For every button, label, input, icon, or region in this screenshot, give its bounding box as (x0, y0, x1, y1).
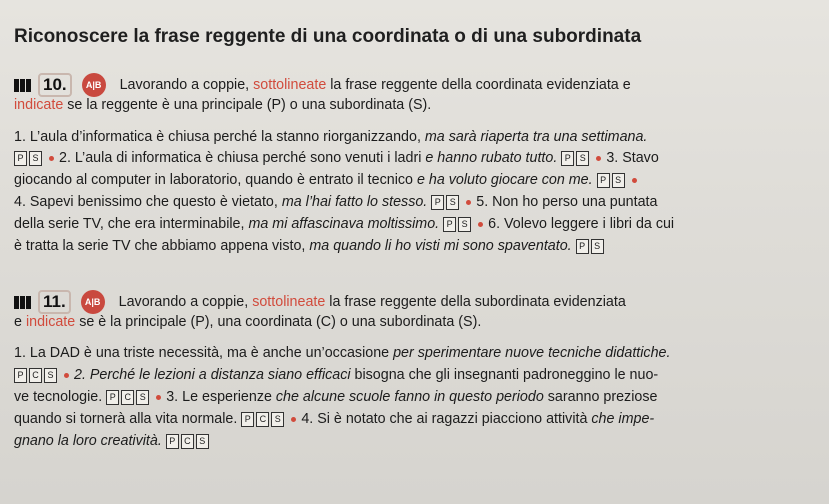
answer-box-p[interactable]: P (597, 173, 610, 188)
answer-box-p[interactable]: P (166, 434, 179, 449)
answer-box-p[interactable]: P (431, 195, 444, 210)
exercise-number: 10. (38, 73, 72, 97)
bullet-icon (466, 200, 471, 205)
answer-box-s[interactable]: S (446, 195, 459, 210)
answer-box-c[interactable]: C (181, 434, 194, 449)
answer-box-s[interactable]: S (136, 390, 149, 405)
answer-box-c[interactable]: C (29, 368, 42, 383)
bullet-icon (156, 395, 161, 400)
answer-box-s[interactable]: S (44, 368, 57, 383)
answer-box-p[interactable]: P (561, 151, 574, 166)
answer-box-c[interactable]: C (256, 412, 269, 427)
answer-box-s[interactable]: S (458, 217, 471, 232)
sentence-3: giocando al computer in laboratorio, quando è entrato il tecnico e ha voluto giocare con me. P S (14, 172, 642, 188)
bullet-icon (291, 417, 296, 422)
sentence-4: quando si tornerà alla vita normale. P C S 4. Si è notato che ai ragazzi piacciono attività che impe- (14, 411, 655, 427)
answer-box-s[interactable]: S (271, 412, 284, 427)
bullet-icon (478, 222, 483, 227)
sentence-5: della serie TV, che era interminabile, ma mi affascinava moltissimo. P S 6. Volevo leggere i libri da cui (14, 216, 675, 232)
answer-box-s[interactable]: S (196, 434, 209, 449)
sentence-1: 1. L’aula d’informatica è chiusa perché la stanno riorganizzando, ma sarà riaperta tra una settimana. (14, 129, 648, 145)
answer-box-p[interactable]: P (14, 368, 27, 383)
sentence-6: è tratta la serie TV che abbiamo appena visto, ma quando li ho visti mi sono spaventato. P S (14, 238, 606, 254)
page-title: Riconoscere la frase reggente di una coordinata o di una subordinata (14, 26, 642, 47)
answer-box-p[interactable]: P (443, 217, 456, 232)
answer-box-p[interactable]: P (576, 239, 589, 254)
pair-work-icon: A|B (82, 73, 106, 97)
instruction-text: Lavorando a coppie, sottolineate la frase reggente della coordinata evidenziata e (119, 76, 631, 93)
difficulty-bars-icon (14, 294, 32, 310)
bullet-icon (49, 156, 54, 161)
answer-box-p[interactable]: P (241, 412, 254, 427)
bullet-icon (64, 373, 69, 378)
sentence-1: 1. La DAD è una triste necessità, ma è anche un’occasione per sperimentare nuove tecniche didattiche. (14, 345, 671, 361)
answer-box-p[interactable]: P (14, 151, 27, 166)
answer-box-s[interactable]: S (612, 173, 625, 188)
difficulty-bars-icon (14, 77, 32, 93)
instruction-line-2: indicate se la reggente è una principale (P) o una subordinata (S). (14, 97, 432, 113)
sentence-4: 4. Sapevi benissimo che questo è vietato, ma l’hai fatto lo stesso. P S 5. Non ho perso una puntata (14, 194, 658, 210)
sentence-2: P S 2. L’aula di informatica è chiusa perché sono venuti i ladri e hanno rubato tutto. P S 3. Stavo (14, 150, 659, 166)
bullet-icon (596, 156, 601, 161)
answer-box-s[interactable]: S (29, 151, 42, 166)
sentence-2: P C S 2. Perché le lezioni a distanza siano efficaci bisogna che gli insegnanti padroneggino le nuo- (14, 367, 658, 383)
answer-box-c[interactable]: C (121, 390, 134, 405)
sentence-3: ve tecnologie. P C S 3. Le esperienze che alcune scuole fanno in questo periodo saranno preziose (14, 389, 658, 405)
instruction-text: Lavorando a coppie, sottolineate la frase reggente della subordinata evidenziata (118, 293, 626, 310)
exercise-10-header (14, 73, 631, 97)
answer-box-p[interactable]: P (106, 390, 119, 405)
sentence-5: gnano la loro creatività. P C S (14, 433, 211, 449)
exercise-number: 11. (38, 290, 71, 314)
exercise-11-header (14, 290, 626, 314)
pair-work-icon: A|B (81, 290, 105, 314)
instruction-line-2: e indicate se è la principale (P), una coordinata (C) o una subordinata (S). (14, 314, 482, 330)
answer-box-s[interactable]: S (591, 239, 604, 254)
answer-box-s[interactable]: S (576, 151, 589, 166)
bullet-icon (632, 178, 637, 183)
